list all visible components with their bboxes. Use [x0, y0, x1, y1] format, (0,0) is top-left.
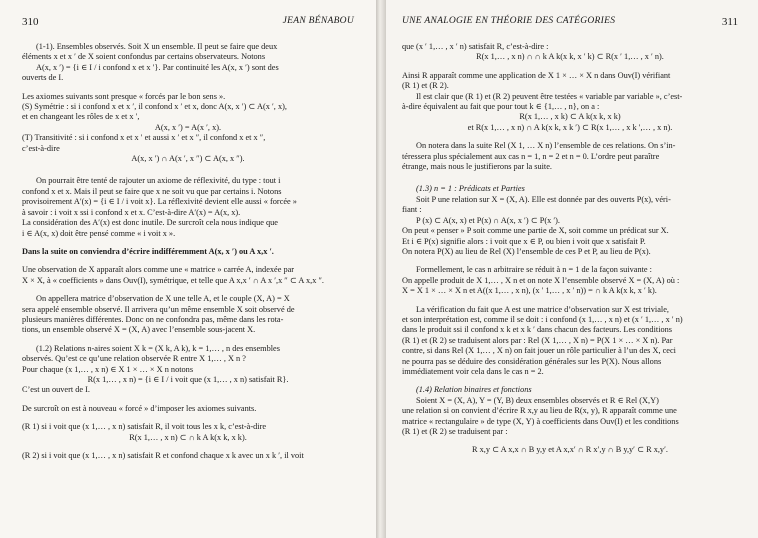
text-line: contre, si dans Rel (X 1,… , X n) on fait jouer un rôle particulier à l’un des X, ceci	[402, 346, 676, 356]
formula-line: A(x, x ′) = A(x ′, x).	[154, 122, 222, 132]
right-running-head: UNE ANALOGIE EN THÉORIE DES CATÉGORIES	[402, 16, 616, 26]
section-heading: (1.3) n = 1 : Prédicats et Parties	[416, 184, 525, 194]
text-line: On appellera matrice d’observation de X une telle A, et le couple (X, A) = X	[36, 294, 290, 304]
text-line: dans le produit ssi il confond x k et x k ′ dans chacun des facteurs. Les conditions	[402, 325, 673, 335]
left-page-header	[22, 16, 354, 32]
text-line: à-dire équivalent au fait que pour tout k ∈ {1,… , n}, on a :	[402, 102, 600, 112]
text-line: A(x, x ′) = {i ∈ I / i confond x et x ′}. Par continuité les A(x, x ′) sont des	[36, 62, 279, 72]
text-line: X × X, à « coefficients » dans Ouv(I), symétrique, et telle que A x,x ′ ∩ A x ′,x ″ ⊂ A x,x ″.	[22, 275, 324, 285]
left-page-number: 310	[22, 16, 39, 28]
left-page-body	[22, 42, 354, 461]
text-line: ouverts de I.	[22, 73, 64, 83]
text-line: (T) Transitivité : si i confond x et x ′ et aussi x ′ et x ″, il confond x et x ″,	[22, 133, 266, 143]
formula-line: R(x 1,… , x n) ∩ ∩ k A k(x k, x ′ k) ⊂ R(x ′ 1,… , x ′ n).	[476, 52, 664, 62]
book-gutter	[376, 0, 386, 538]
text-line: provisoirement A′(x) = {i ∈ I / i voit x}. La réflexivité devient elle aussi « forcée »	[22, 197, 297, 207]
text-line: à savoir : i voit x ssi i confond x et x. C’est-à-dire A′(x) = A(x, x).	[22, 207, 241, 217]
text-line: immédiatement voir cela dans le cas n = 2.	[402, 366, 544, 376]
text-line: i ∈ A(x, x) doit être pensé comme « i voit x ».	[22, 228, 176, 238]
section-heading: (1.4) Relation binaires et fonctions	[416, 385, 532, 395]
text-line: sera appelé ensemble observé. Il arrivera qu’un même ensemble X soit observé de	[22, 304, 295, 314]
text-line: observés. Qu’est ce qu’une relation observée R entre X 1,… , X n ?	[22, 354, 246, 364]
right-page-body	[402, 42, 738, 456]
left-page	[0, 0, 376, 538]
text-line: La considération des A′(x) est donc inutile. De surcroît cela nous indique que	[22, 218, 278, 228]
text-line: confond x et x. Mais il peut se faire que x ne soit vu que par certains i. Notons	[22, 186, 282, 196]
left-running-head: JEAN BÉNABOU	[282, 16, 354, 26]
text-line: c’est-à-dire	[22, 143, 60, 153]
text-line: Et i ∈ P(x) signifie alors : i voit que x ∈ P, ou bien i voit que x satisfait P.	[402, 236, 646, 246]
text-line: ne pourra pas se déduire des considération générales sur les P(X). Nous allons	[402, 356, 662, 366]
formula-line: P (x) ⊂ A(x, x) et P(x) ∩ A(x, x ′) ⊂ P(x ′).	[416, 215, 560, 225]
text-line: On appelle produit de X 1,… , X n et on note X l’ensemble observé X = (X, A) où :	[402, 275, 680, 285]
text-line: plusieurs manières différentes. Donc on ne confondra pas, même dans les rota-	[22, 314, 284, 324]
text-line: une relation si on convient d’écrire R x,y au lieu de R(x, y), R apparaît comme une	[402, 406, 677, 416]
text-line: fiant :	[402, 205, 422, 215]
text-line: On notera dans la suite Rel (X 1, … X n) l’ensemble de ces relations. On s’in-	[416, 141, 676, 151]
text-line: La vérification du fait que A est une matrice d’observation sur X est triviale,	[416, 304, 669, 314]
text-line: On pourrait être tenté de rajouter un axiome de réflexivité, du type : tout i	[36, 176, 281, 186]
formula-line: et R(x 1,… , x n) ∩ A k(x k, x k ′) ⊂ R(x 1,… , x k ′,… , x n).	[467, 122, 673, 132]
text-line: Soient X = (X, A), Y = (Y, B) deux ensembles observés et R ∈ Rel (X,Y)	[416, 395, 659, 405]
text-line: que (x ′ 1,… , x ′ n) satisfait R, c’est-à-dire :	[402, 42, 549, 51]
text-line: matrice « rectangulaire » de type (X, Y) à coefficients dans Ouv(I) et les conditions	[402, 416, 679, 426]
text-line: Les axiomes suivants sont presque « forcés par le bon sens ».	[22, 91, 226, 101]
text-line: (R 1) et (R 2) se traduisent par :	[402, 427, 508, 436]
text-line: (R 1) si i voit que (x 1,… , x n) satisfait R, il voit tous les x k, c’est-à-dire	[22, 422, 267, 432]
text-line: On notera P(X) au lieu de Rel (X) l’ensemble de ces P et P, au lieu de P(x).	[402, 246, 651, 256]
text-line: et en changeant les rôles de x et x ′,	[22, 112, 140, 122]
text-line: Dans la suite on conviendra d’écrire indifféremment A(x, x ′) ou A x,x ′.	[22, 246, 274, 256]
formula-line: R(x 1,… , x n) ⊂ ∩ k A k(x k, x k).	[129, 432, 247, 442]
right-page	[386, 0, 758, 538]
text-line: et son interprétation est, comme il se doit : i confond (x 1,… , x n) et (x ′ 1,… , x ′ n)	[402, 314, 683, 324]
text-line: tions, un ensemble observé X = (X, A) avec l’ensemble sous-jacent X.	[22, 325, 256, 335]
text-line: X = X 1 × … × X n et A((x 1,… , x n), (x ′ 1,… , x ′ n)) = ∩ k A k(x k, x ′ k).	[402, 286, 657, 296]
text-line: De surcroît on est à nouveau « forcé » d’imposer les axiomes suivants.	[22, 403, 257, 413]
right-page-header	[402, 16, 738, 32]
text-line: (R 1) et (R 2).	[402, 81, 449, 91]
text-line: Soit P une relation sur X = (X, A). Elle est donnée par des ouverts P(x), véri-	[416, 194, 671, 204]
formula-line: R x,y ⊂ A x,x ∩ B y,y et A x,x′ ∩ R x′,y ∩ B y,y′ ⊂ R x,y′.	[472, 445, 668, 455]
formula-line: A(x, x ′) ∩ A(x ′, x ″) ⊂ A(x, x ″).	[131, 154, 245, 164]
text-line: (1.2) Relations n-aires soient X k = (X k, A k), k = 1,… , n des ensembles	[36, 343, 280, 353]
text-line: Formellement, le cas n arbitraire se réduit à n = 1 de la façon suivante :	[416, 265, 652, 275]
right-page-number: 311	[721, 16, 738, 28]
text-line: Pour chaque (x 1,… , x n) ∈ X 1 × … × X n notons	[22, 364, 194, 374]
text-line: (R 2) si i voit que (x 1,… , x n) satisfait R et confond chaque x k avec un x k ′, il voit	[22, 451, 304, 460]
text-line: éléments x et x ′ de X soient confondus par certains observateurs. Notons	[22, 52, 266, 62]
text-line: (1-1). Ensembles observés. Soit X un ensemble. Il peut se faire que deux	[36, 42, 278, 51]
text-line: Il est clair que (R 1) et (R 2) peuvent être testées « variable par variable », c’est-	[416, 91, 683, 101]
text-line: téressera plus spécialement aux cas n = 1, n = 2 et n = 0. L’ordre peut paraître	[402, 151, 660, 161]
text-line: étrange, mais nous le justifierons par la suite.	[402, 162, 552, 172]
text-line: C’est un ouvert de I.	[22, 385, 90, 395]
text-line: (S) Symétrie : si i confond x et x ′, il confond x ′ et x, donc A(x, x ′) ⊂ A(x ′, x),	[22, 102, 287, 112]
text-line: (R 1) et (R 2) se traduisent alors par : Rel (X 1,… , X n) = P(X 1 × … × X n). Par	[402, 335, 673, 345]
text-line: On peut « penser » P soit comme une partie de X, soit comme un prédicat sur X.	[402, 226, 669, 236]
formula-line: R(x 1,… , x n) = {i ∈ I / i voit que (x 1,… , x n) satisfait R}.	[87, 374, 289, 384]
formula-line: R(x 1,… , x k) ⊂ A k(x k, x k)	[519, 112, 621, 122]
text-line: Une observation de X apparaît alors comme une « matrice » carrée A, indexée par	[22, 265, 295, 275]
text-line: Ainsi R apparaît comme une application de X 1 × … × X n dans Ouv(I) vérifiant	[402, 70, 671, 80]
